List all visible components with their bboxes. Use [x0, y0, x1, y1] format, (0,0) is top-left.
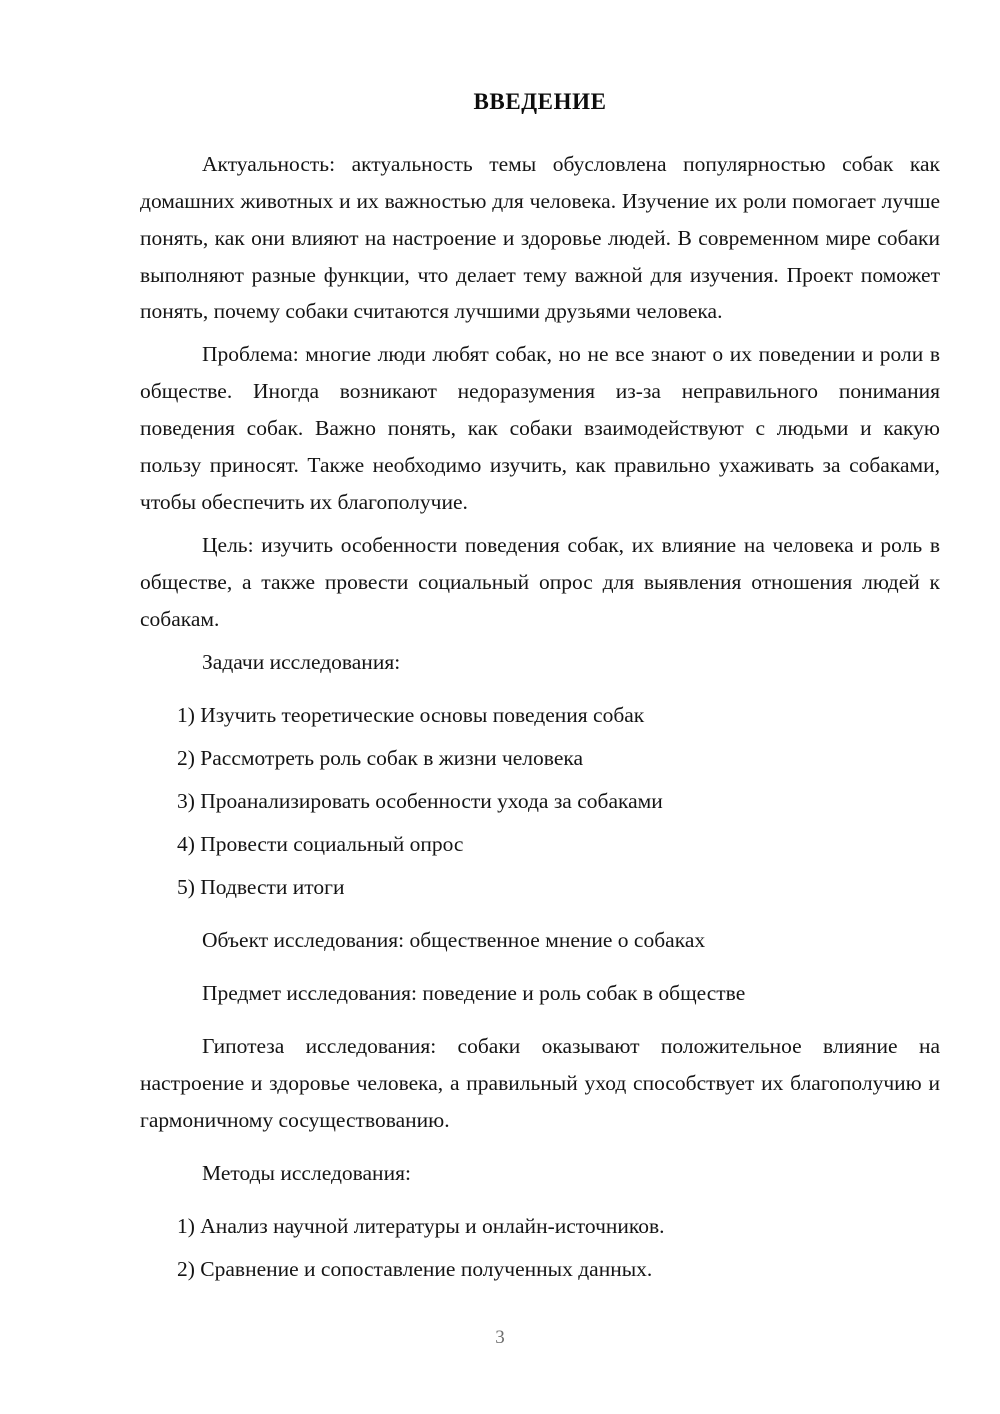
page-title: ВВЕДЕНИЕ: [473, 89, 607, 114]
paragraph-object: Объект исследования: общественное мнение о собаках: [202, 928, 706, 952]
spacer: [140, 1145, 940, 1155]
paragraph-hypothesis: Гипотеза исследования: собаки оказывают положительное влияние на настроение и здоровье человека, а правильный уход способствует их благополучию и гармоничному сосуществованию.: [140, 1033, 940, 1132]
heading-methods: Методы исследования:: [202, 1160, 411, 1185]
list-item: 1) Анализ научной литературы и онлайн-источников.: [177, 1213, 665, 1238]
list-item: 2) Сравнение и сопоставление полученных данных.: [177, 1256, 653, 1281]
heading-tasks: Задачи исследования:: [202, 650, 401, 675]
paragraph-subject: Предмет исследования: поведение и роль собак в обществе: [202, 980, 746, 1005]
list-item: 1) Изучить теоретические основы поведения собак: [177, 703, 645, 728]
list-item: 2) Рассмотреть роль собак в жизни человека: [177, 746, 584, 771]
list-item: 3) Проанализировать особенности ухода за собаками: [177, 789, 663, 814]
paragraph-relevance: Актуальность: актуальность темы обусловлена популярностью собак как домашних животных и их важностью для человека. Изучение их роли помогает лучше понять, как они влияют на настроение и здоровье людей. В современном мире собаки выполняют разные функции, что делает тему важной для изучения. Проект поможет понять, почему собаки считаются лучшими друзьями человека.: [140, 151, 940, 324]
paragraph-problem: Проблема: многие люди любят собак, но не все знают о их поведении и роли в обществе. Иногда возникают недоразумения из-за неправильного понимания поведения собак. Важно понять, как собаки взаимодействуют с людьми и какую пользу приносят. Также необходимо изучить, как правильно ухаживать за собаками, чтобы обеспечить их благополучие.: [140, 342, 940, 515]
spacer: [140, 687, 940, 697]
spacer: [140, 912, 940, 922]
list-item: 5) Подвести итоги: [177, 875, 345, 900]
spacer: [140, 1198, 940, 1208]
paragraph-goal: Цель: изучить особенности поведения собак, их влияние на человека и роль в обществе, а также провести социальный опрос для выявления отношения людей к собакам.: [140, 533, 940, 632]
document-body: [140, 88, 940, 1294]
page-number: 3: [495, 1327, 505, 1348]
list-item: 4) Провести социальный опрос: [177, 832, 464, 857]
spacer: [140, 1018, 940, 1028]
spacer: [140, 965, 940, 975]
